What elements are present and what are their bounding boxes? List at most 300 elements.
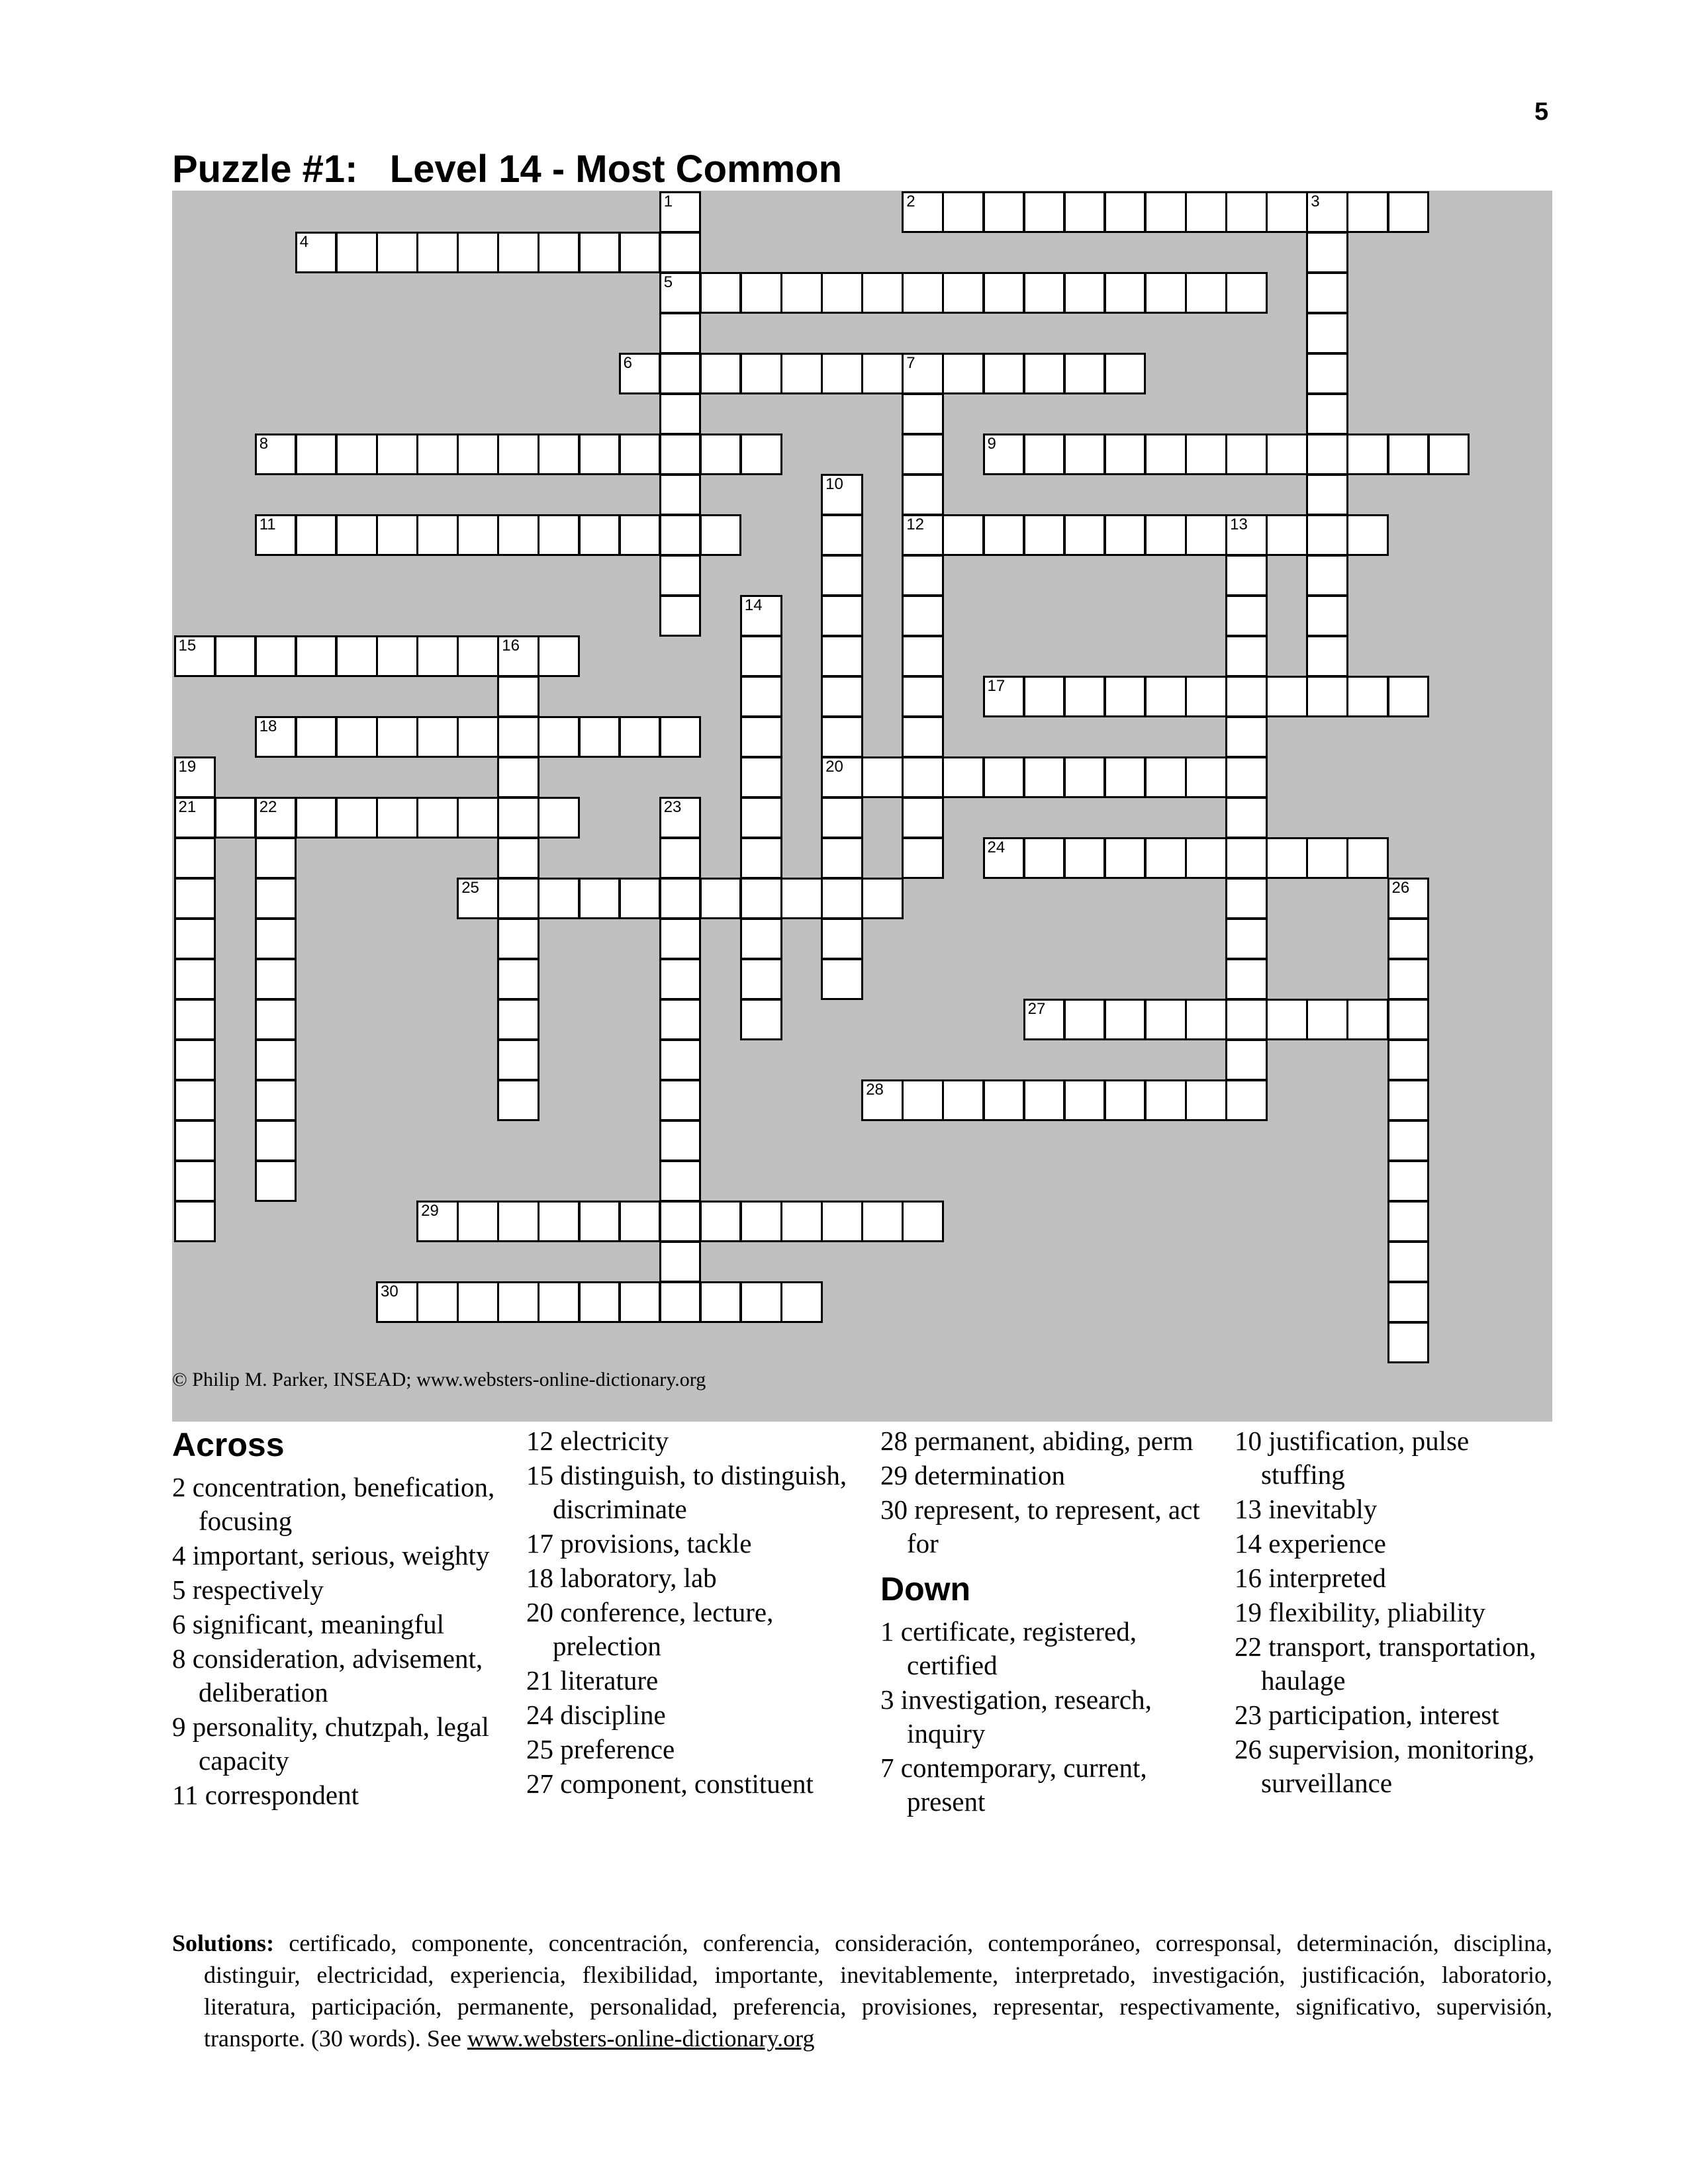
grid-cell[interactable] [902,756,944,799]
grid-cell[interactable] [336,716,378,758]
grid-cell[interactable] [1225,595,1268,637]
grid-cell[interactable] [1145,837,1187,880]
grid-cell[interactable] [659,474,702,516]
grid-cell[interactable] [295,514,338,557]
grid-cell[interactable] [942,353,984,395]
grid-cell[interactable] [538,716,580,758]
grid-cell[interactable] [821,272,863,314]
grid-cell[interactable] [780,878,823,920]
grid-cell[interactable] [457,514,499,557]
grid-cell[interactable] [1387,676,1430,718]
grid-cell[interactable] [416,797,459,839]
grid-cell[interactable] [1306,433,1348,476]
grid-cell[interactable] [1023,999,1066,1041]
grid-cell[interactable] [700,272,742,314]
grid-cell[interactable] [740,999,782,1041]
grid-cell[interactable] [1225,797,1268,839]
grid-cell[interactable] [497,958,539,1001]
grid-cell[interactable] [1225,837,1268,880]
grid-cell[interactable] [659,1281,702,1324]
grid-cell[interactable] [1266,837,1308,880]
grid-cell[interactable] [902,676,944,718]
grid-cell[interactable] [700,1281,742,1324]
grid-cell[interactable] [255,797,297,839]
grid-cell[interactable] [1387,878,1430,920]
grid-cell[interactable] [1104,433,1147,476]
grid-cell[interactable] [1185,1079,1227,1122]
grid-cell[interactable] [983,272,1025,314]
grid-cell[interactable] [174,635,216,678]
grid-cell[interactable] [214,635,257,678]
grid-cell[interactable] [902,514,944,557]
grid-cell[interactable] [902,191,944,234]
grid-cell[interactable] [538,514,580,557]
grid-cell[interactable] [659,232,702,274]
grid-cell[interactable] [780,272,823,314]
grid-cell[interactable] [255,837,297,880]
grid-cell[interactable] [1064,514,1106,557]
grid-cell[interactable] [579,1201,621,1243]
grid-cell[interactable] [780,1281,823,1324]
grid-cell[interactable] [1387,958,1430,1001]
grid-cell[interactable] [619,514,661,557]
grid-cell[interactable] [174,958,216,1001]
grid-cell[interactable] [659,1160,702,1203]
grid-cell[interactable] [1145,514,1187,557]
grid-cell[interactable] [1023,191,1066,234]
grid-cell[interactable] [1145,191,1187,234]
grid-cell[interactable] [1064,191,1106,234]
grid-cell[interactable] [1346,433,1389,476]
grid-cell[interactable] [1225,756,1268,799]
grid-cell[interactable] [1064,676,1106,718]
grid-cell[interactable] [1266,433,1308,476]
grid-cell[interactable] [255,716,297,758]
grid-cell[interactable] [700,353,742,395]
grid-cell[interactable] [1023,433,1066,476]
grid-cell[interactable] [457,1281,499,1324]
grid-cell[interactable] [821,676,863,718]
grid-cell[interactable] [700,878,742,920]
grid-cell[interactable] [497,797,539,839]
grid-cell[interactable] [336,232,378,274]
grid-cell[interactable] [579,878,621,920]
grid-cell[interactable] [902,716,944,758]
grid-cell[interactable] [295,797,338,839]
grid-cell[interactable] [497,676,539,718]
grid-cell[interactable] [902,1201,944,1243]
grid-cell[interactable] [1104,837,1147,880]
grid-cell[interactable] [1185,272,1227,314]
grid-cell[interactable] [255,958,297,1001]
grid-cell[interactable] [1225,716,1268,758]
grid-cell[interactable] [983,353,1025,395]
grid-cell[interactable] [1023,756,1066,799]
grid-cell[interactable] [942,272,984,314]
grid-cell[interactable] [1346,676,1389,718]
grid-cell[interactable] [1104,353,1147,395]
grid-cell[interactable] [942,756,984,799]
grid-cell[interactable] [1387,1120,1430,1162]
grid-cell[interactable] [1387,918,1430,960]
grid-cell[interactable] [255,878,297,920]
grid-cell[interactable] [902,555,944,597]
grid-cell[interactable] [1306,272,1348,314]
grid-cell[interactable] [497,756,539,799]
grid-cell[interactable] [1185,676,1227,718]
grid-cell[interactable] [821,756,863,799]
grid-cell[interactable] [1306,635,1348,678]
grid-cell[interactable] [659,191,702,234]
grid-cell[interactable] [457,433,499,476]
grid-cell[interactable] [1225,676,1268,718]
grid-cell[interactable] [861,272,904,314]
grid-cell[interactable] [295,716,338,758]
grid-cell[interactable] [376,433,418,476]
grid-cell[interactable] [821,1201,863,1243]
grid-cell[interactable] [457,878,499,920]
grid-cell[interactable] [1387,1241,1430,1283]
grid-cell[interactable] [336,514,378,557]
grid-cell[interactable] [1306,474,1348,516]
grid-cell[interactable] [497,837,539,880]
grid-cell[interactable] [740,878,782,920]
grid-cell[interactable] [821,474,863,516]
dictionary-link[interactable]: www.websters-online-dictionary.org [467,2025,815,2052]
grid-cell[interactable] [821,716,863,758]
grid-cell[interactable] [740,1201,782,1243]
grid-cell[interactable] [659,1241,702,1283]
grid-cell[interactable] [1306,595,1348,637]
grid-cell[interactable] [1346,191,1389,234]
grid-cell[interactable] [497,1281,539,1324]
grid-cell[interactable] [579,433,621,476]
grid-cell[interactable] [1387,1201,1430,1243]
grid-cell[interactable] [1104,756,1147,799]
grid-cell[interactable] [1145,1079,1187,1122]
grid-cell[interactable] [1225,958,1268,1001]
grid-cell[interactable] [174,999,216,1041]
grid-cell[interactable] [174,878,216,920]
grid-cell[interactable] [1266,191,1308,234]
grid-cell[interactable] [174,797,216,839]
grid-cell[interactable] [902,393,944,435]
grid-cell[interactable] [1145,272,1187,314]
grid-cell[interactable] [336,433,378,476]
grid-cell[interactable] [1104,191,1147,234]
grid-cell[interactable] [942,514,984,557]
grid-cell[interactable] [659,1120,702,1162]
grid-cell[interactable] [376,232,418,274]
grid-cell[interactable] [255,1039,297,1081]
grid-cell[interactable] [1306,514,1348,557]
grid-cell[interactable] [740,958,782,1001]
grid-cell[interactable] [214,797,257,839]
grid-cell[interactable] [1185,837,1227,880]
grid-cell[interactable] [255,999,297,1041]
grid-cell[interactable] [1064,353,1106,395]
grid-cell[interactable] [1306,191,1348,234]
grid-cell[interactable] [1064,1079,1106,1122]
grid-cell[interactable] [659,393,702,435]
grid-cell[interactable] [1145,999,1187,1041]
grid-cell[interactable] [174,1201,216,1243]
grid-cell[interactable] [902,474,944,516]
grid-cell[interactable] [1306,353,1348,395]
grid-cell[interactable] [861,878,904,920]
grid-cell[interactable] [1346,514,1389,557]
grid-cell[interactable] [1387,1039,1430,1081]
grid-cell[interactable] [861,1079,904,1122]
grid-cell[interactable] [1064,837,1106,880]
grid-cell[interactable] [1225,999,1268,1041]
grid-cell[interactable] [659,433,702,476]
grid-cell[interactable] [821,958,863,1001]
grid-cell[interactable] [1185,433,1227,476]
grid-cell[interactable] [497,878,539,920]
grid-cell[interactable] [255,514,297,557]
grid-cell[interactable] [538,635,580,678]
grid-cell[interactable] [659,312,702,355]
grid-cell[interactable] [416,1201,459,1243]
grid-cell[interactable] [659,878,702,920]
grid-cell[interactable] [1064,999,1106,1041]
grid-cell[interactable] [1306,312,1348,355]
grid-cell[interactable] [1185,514,1227,557]
grid-cell[interactable] [1225,878,1268,920]
grid-cell[interactable] [416,514,459,557]
grid-cell[interactable] [255,433,297,476]
grid-cell[interactable] [174,918,216,960]
grid-cell[interactable] [902,353,944,395]
grid-cell[interactable] [942,1079,984,1122]
grid-cell[interactable] [1023,837,1066,880]
grid-cell[interactable] [416,232,459,274]
grid-cell[interactable] [983,1079,1025,1122]
grid-cell[interactable] [1023,272,1066,314]
grid-cell[interactable] [497,999,539,1041]
grid-cell[interactable] [740,756,782,799]
grid-cell[interactable] [1306,555,1348,597]
grid-cell[interactable] [1225,433,1268,476]
grid-cell[interactable] [255,1120,297,1162]
grid-cell[interactable] [821,555,863,597]
grid-cell[interactable] [983,756,1025,799]
grid-cell[interactable] [1104,676,1147,718]
grid-cell[interactable] [1346,837,1389,880]
grid-cell[interactable] [1064,756,1106,799]
grid-cell[interactable] [497,1201,539,1243]
grid-cell[interactable] [659,595,702,637]
grid-cell[interactable] [174,837,216,880]
grid-cell[interactable] [1225,514,1268,557]
grid-cell[interactable] [619,232,661,274]
grid-cell[interactable] [1023,676,1066,718]
grid-cell[interactable] [295,635,338,678]
grid-cell[interactable] [1225,272,1268,314]
grid-cell[interactable] [659,353,702,395]
grid-cell[interactable] [659,1201,702,1243]
grid-cell[interactable] [1225,635,1268,678]
grid-cell[interactable] [740,595,782,637]
grid-cell[interactable] [376,1281,418,1324]
grid-cell[interactable] [1185,756,1227,799]
grid-cell[interactable] [579,514,621,557]
grid-cell[interactable] [821,878,863,920]
grid-cell[interactable] [861,1201,904,1243]
grid-cell[interactable] [821,635,863,678]
grid-cell[interactable] [1387,191,1430,234]
grid-cell[interactable] [740,353,782,395]
grid-cell[interactable] [579,716,621,758]
grid-cell[interactable] [902,595,944,637]
grid-cell[interactable] [497,918,539,960]
grid-cell[interactable] [1104,514,1147,557]
grid-cell[interactable] [659,999,702,1041]
grid-cell[interactable] [700,1201,742,1243]
grid-cell[interactable] [619,1281,661,1324]
grid-cell[interactable] [1346,999,1389,1041]
grid-cell[interactable] [1428,433,1470,476]
grid-cell[interactable] [1064,272,1106,314]
grid-cell[interactable] [174,756,216,799]
grid-cell[interactable] [497,232,539,274]
grid-cell[interactable] [659,797,702,839]
grid-cell[interactable] [1306,393,1348,435]
grid-cell[interactable] [1145,676,1187,718]
grid-cell[interactable] [1387,1281,1430,1324]
grid-cell[interactable] [1387,1322,1430,1364]
grid-cell[interactable] [255,1160,297,1203]
grid-cell[interactable] [1185,191,1227,234]
grid-cell[interactable] [1266,999,1308,1041]
grid-cell[interactable] [619,716,661,758]
grid-cell[interactable] [497,635,539,678]
grid-cell[interactable] [255,635,297,678]
grid-cell[interactable] [740,635,782,678]
grid-cell[interactable] [255,918,297,960]
grid-cell[interactable] [902,272,944,314]
grid-cell[interactable] [902,1079,944,1122]
grid-cell[interactable] [983,191,1025,234]
grid-cell[interactable] [942,191,984,234]
grid-cell[interactable] [579,232,621,274]
grid-cell[interactable] [740,272,782,314]
grid-cell[interactable] [740,797,782,839]
grid-cell[interactable] [740,1281,782,1324]
grid-cell[interactable] [780,1201,823,1243]
grid-cell[interactable] [659,1079,702,1122]
grid-cell[interactable] [376,514,418,557]
grid-cell[interactable] [497,1039,539,1081]
grid-cell[interactable] [1104,272,1147,314]
grid-cell[interactable] [619,353,661,395]
grid-cell[interactable] [619,1201,661,1243]
grid-cell[interactable] [1145,756,1187,799]
grid-cell[interactable] [538,232,580,274]
grid-cell[interactable] [700,514,742,557]
grid-cell[interactable] [457,232,499,274]
grid-cell[interactable] [497,716,539,758]
grid-cell[interactable] [740,837,782,880]
grid-cell[interactable] [457,716,499,758]
grid-cell[interactable] [902,837,944,880]
grid-cell[interactable] [416,635,459,678]
grid-cell[interactable] [1104,999,1147,1041]
grid-cell[interactable] [416,716,459,758]
grid-cell[interactable] [1145,433,1187,476]
grid-cell[interactable] [1064,433,1106,476]
grid-cell[interactable] [416,433,459,476]
grid-cell[interactable] [1387,1160,1430,1203]
grid-cell[interactable] [497,1079,539,1122]
grid-cell[interactable] [659,1039,702,1081]
grid-cell[interactable] [821,797,863,839]
grid-cell[interactable] [902,433,944,476]
grid-cell[interactable] [416,1281,459,1324]
grid-cell[interactable] [1387,1079,1430,1122]
grid-cell[interactable] [457,635,499,678]
grid-cell[interactable] [376,635,418,678]
grid-cell[interactable] [740,918,782,960]
grid-cell[interactable] [1023,353,1066,395]
grid-cell[interactable] [902,635,944,678]
grid-cell[interactable] [659,918,702,960]
grid-cell[interactable] [983,514,1025,557]
grid-cell[interactable] [821,353,863,395]
grid-cell[interactable] [821,595,863,637]
grid-cell[interactable] [255,1079,297,1122]
grid-cell[interactable] [538,433,580,476]
grid-cell[interactable] [659,272,702,314]
grid-cell[interactable] [780,353,823,395]
grid-cell[interactable] [538,1201,580,1243]
grid-cell[interactable] [821,918,863,960]
grid-cell[interactable] [659,958,702,1001]
grid-cell[interactable] [497,433,539,476]
grid-cell[interactable] [1225,191,1268,234]
grid-cell[interactable] [619,433,661,476]
grid-cell[interactable] [1306,232,1348,274]
grid-cell[interactable] [538,878,580,920]
grid-cell[interactable] [1266,514,1308,557]
grid-cell[interactable] [1023,1079,1066,1122]
grid-cell[interactable] [295,433,338,476]
grid-cell[interactable] [336,797,378,839]
grid-cell[interactable] [861,756,904,799]
grid-cell[interactable] [740,716,782,758]
grid-cell[interactable] [497,514,539,557]
grid-cell[interactable] [1306,676,1348,718]
grid-cell[interactable] [659,555,702,597]
grid-cell[interactable] [700,433,742,476]
grid-cell[interactable] [740,676,782,718]
grid-cell[interactable] [983,837,1025,880]
grid-cell[interactable] [1225,918,1268,960]
grid-cell[interactable] [983,676,1025,718]
grid-cell[interactable] [1185,999,1227,1041]
grid-cell[interactable] [1387,433,1430,476]
grid-cell[interactable] [1225,555,1268,597]
grid-cell[interactable] [538,797,580,839]
grid-cell[interactable] [457,797,499,839]
grid-cell[interactable] [659,514,702,557]
grid-cell[interactable] [174,1120,216,1162]
grid-cell[interactable] [821,837,863,880]
grid-cell[interactable] [1387,999,1430,1041]
grid-cell[interactable] [579,1281,621,1324]
grid-cell[interactable] [457,1201,499,1243]
